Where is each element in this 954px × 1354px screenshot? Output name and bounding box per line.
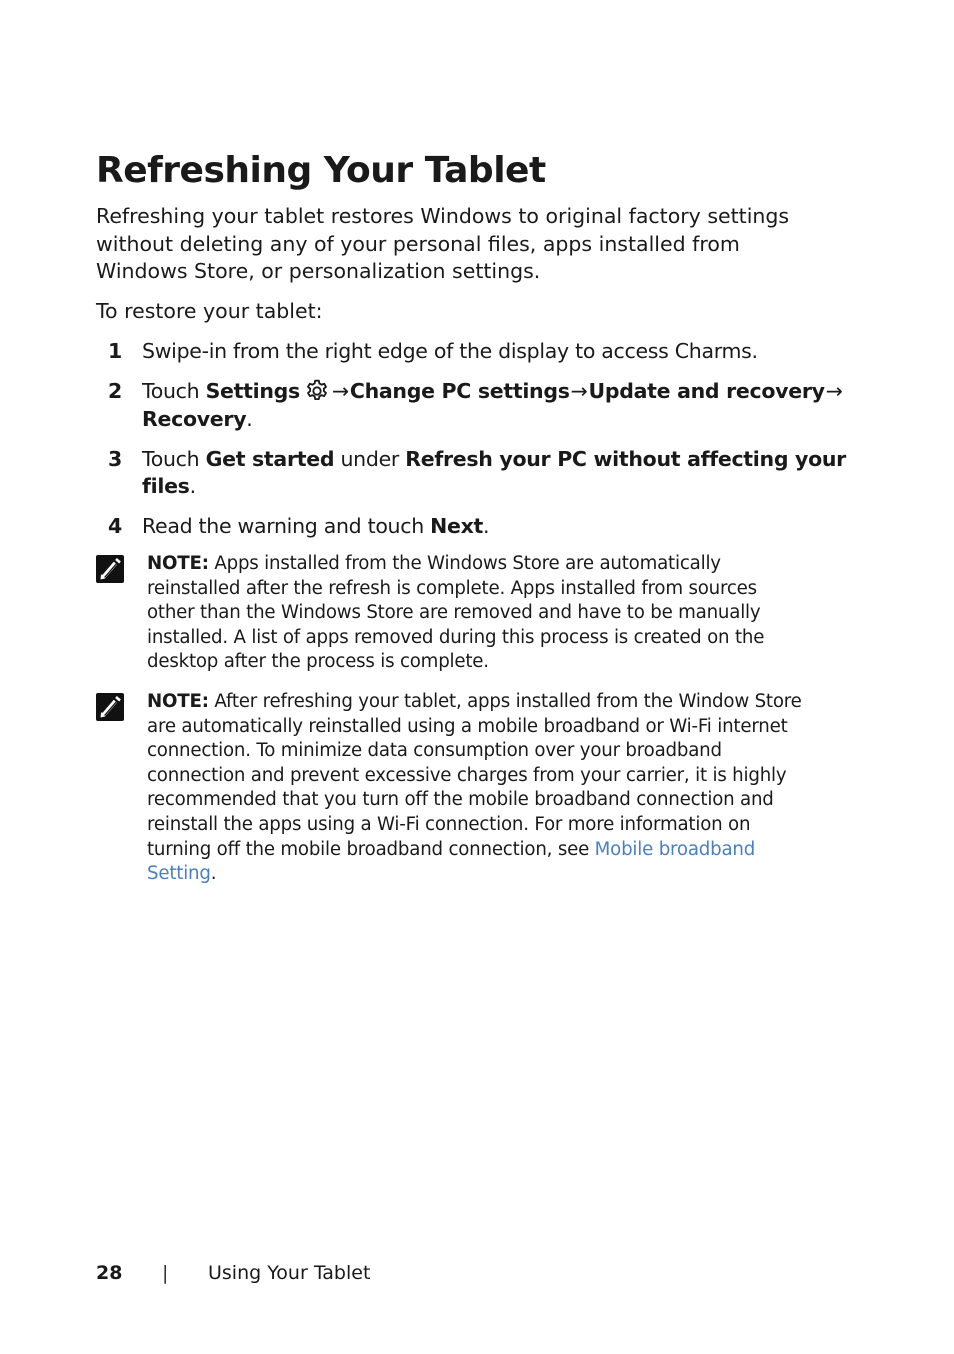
note-label: NOTE: (147, 553, 209, 574)
note-line (147, 690, 836, 715)
step-number: 1 (108, 339, 122, 363)
step-number: 2 (108, 379, 122, 403)
change-pc-settings-label: Change PC settings (349, 379, 570, 403)
step-1 (108, 338, 838, 366)
note-line-text: turning off the mobile broadband connection, see (147, 838, 595, 860)
refresh-pc-label: Refresh your PC without affecting your (405, 446, 846, 471)
arrow-icon: → (825, 379, 843, 403)
step-number: 4 (108, 514, 122, 538)
step-text: Read the warning and touch (142, 514, 431, 538)
under-text: under (334, 446, 406, 471)
note-pencil-icon (96, 693, 124, 721)
note-line: reinstalled after the refresh is complete. Apps installed from sources (147, 577, 757, 599)
steps-list (108, 338, 846, 553)
arrow-icon: → (570, 379, 588, 403)
note-line: recommended that you turn off the mobile broadband connection and (147, 789, 774, 811)
period: . (210, 863, 217, 885)
step-line (142, 473, 838, 501)
step-3 (108, 446, 846, 501)
step-number: 3 (108, 446, 122, 471)
note-line: desktop after the process is complete. (147, 651, 489, 673)
note-pencil-icon (96, 555, 124, 583)
mobile-broadband-setting-link-cont[interactable]: Setting (147, 863, 211, 885)
note-line: connection. To minimize data consumption over your broadband (147, 740, 722, 762)
restore-lead: To restore your tablet: (96, 299, 323, 323)
intro-line: without deleting any of your personal files, apps installed from (96, 231, 740, 256)
note-line: reinstall the apps using a Wi-Fi connection. For more information on (147, 813, 751, 835)
page-title: Refreshing Your Tablet (96, 150, 546, 191)
step-line (142, 513, 838, 541)
note-label: NOTE: (147, 691, 209, 712)
note-line: other than the Windows Store are removed and have to be manually (147, 602, 761, 624)
step-line (142, 446, 846, 474)
step-line (142, 406, 838, 434)
arrow-icon: → (331, 379, 349, 403)
settings-label: Settings (205, 379, 300, 403)
note-2 (96, 690, 836, 887)
period: . (483, 514, 490, 538)
step-text: Swipe-in from the right edge of the display to access Charms. (142, 339, 758, 363)
recovery-label: Recovery (142, 406, 247, 431)
note-text (147, 690, 836, 887)
period: . (246, 406, 253, 431)
note-text (147, 552, 836, 675)
note-line: connection and prevent excessive charges from your carrier, it is highly (147, 764, 787, 786)
footer-separator: | (162, 1262, 169, 1284)
period: . (189, 474, 196, 498)
refresh-pc-label-cont: files (142, 474, 190, 498)
note-line-text: After refreshing your tablet, apps installed from the Window Store (208, 691, 802, 712)
page-footer (96, 1260, 371, 1286)
intro-line: Windows Store, or personalization settings. (96, 259, 541, 283)
step-touch-text: Touch (142, 446, 206, 471)
step-4 (108, 513, 838, 541)
gear-icon (304, 378, 330, 404)
mobile-broadband-setting-link[interactable]: Mobile broadband (594, 838, 756, 860)
next-label: Next (430, 514, 484, 538)
get-started-label: Get started (205, 446, 335, 471)
step-line (142, 378, 843, 406)
footer-section-title: Using Your Tablet (208, 1262, 371, 1284)
note-line (147, 552, 836, 577)
step-touch-text: Touch (142, 379, 206, 403)
update-recovery-label: Update and recovery (588, 379, 825, 403)
intro-paragraph (96, 203, 836, 286)
page-number: 28 (96, 1262, 123, 1284)
note-1 (96, 552, 836, 675)
note-line: are automatically reinstalled using a mobile broadband or Wi-Fi internet (147, 715, 788, 737)
step-2 (108, 378, 843, 433)
note-line-text: Apps installed from the Windows Store are automatically (208, 553, 721, 574)
note-line: installed. A list of apps removed during this process is created on the (147, 626, 765, 648)
intro-line: Refreshing your tablet restores Windows to original factory settings (96, 204, 790, 228)
note-line (147, 838, 836, 863)
note-line (147, 862, 836, 887)
